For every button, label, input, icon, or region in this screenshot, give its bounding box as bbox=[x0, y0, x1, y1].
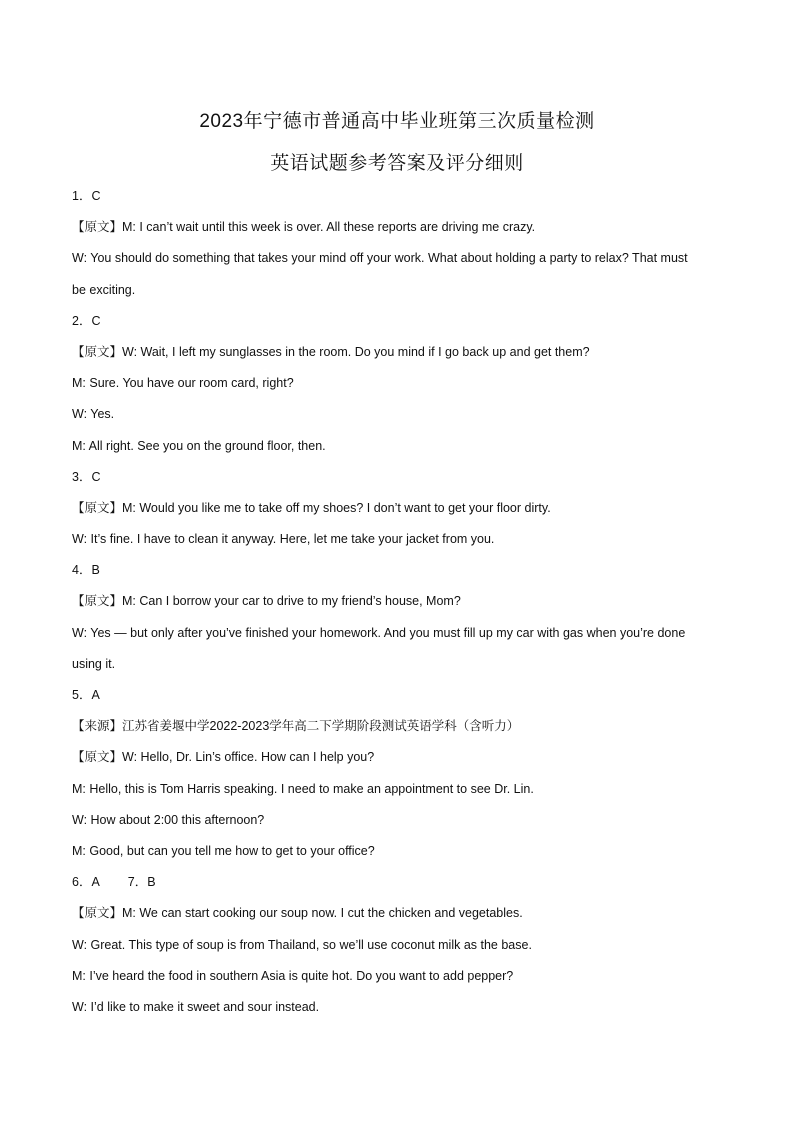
answer-content bbox=[72, 183, 722, 1025]
document-subtitle: 英语试题参考答案及评分细则 bbox=[270, 153, 524, 174]
transcript-line: W: I’d like to make it sweet and sour instead. bbox=[72, 999, 320, 1014]
transcript-line: W: Great. This type of soup is from Thailand, so we’ll use coconut milk as the base. bbox=[72, 937, 532, 952]
answer-5: 5．A bbox=[72, 688, 100, 702]
transcript-line: 【原文】M: I can’t wait until this week is over. All these reports are driving me crazy. bbox=[72, 220, 536, 235]
answer-1: 1．C bbox=[72, 189, 101, 203]
transcript-line: W: You should do something that takes your mind off your work. What about holding a party to relax? That must bbox=[72, 251, 688, 266]
transcript-line: W: It’s fine. I have to clean it anyway. Here, let me take your jacket from you. bbox=[72, 532, 495, 547]
answer-3: 3．C bbox=[72, 469, 101, 484]
transcript-line: using it. bbox=[72, 656, 116, 671]
transcript-line: W: Yes — but only after you’ve finished your homework. And you must fill up my car with gas when you’re done bbox=[72, 625, 686, 640]
answer-2: 2．C bbox=[72, 313, 101, 328]
transcript-line: 【原文】W: Hello, Dr. Lin’s office. How can I help you? bbox=[72, 750, 375, 765]
transcript-line: W: Yes. bbox=[72, 407, 115, 422]
answer-6: 6．A bbox=[72, 875, 100, 890]
transcript-line: M: Sure. You have our room card, right? bbox=[72, 376, 294, 391]
transcript-line: 【原文】M: We can start cooking our soup now. I cut the chicken and vegetables. bbox=[72, 906, 523, 921]
transcript-line: M: Hello, this is Tom Harris speaking. I need to make an appointment to see Dr. Lin. bbox=[72, 781, 534, 796]
transcript-line: 【原文】M: Would you like me to take off my shoes? I don’t want to get your floor dirty. bbox=[72, 500, 551, 515]
document-title: 2023年宁德市普通高中毕业班第三次质量检测 bbox=[199, 111, 595, 132]
transcript-line: M: Good, but can you tell me how to get to your office? bbox=[72, 843, 375, 858]
answer-7: 7．B bbox=[127, 875, 156, 890]
transcript-line: M: I’ve heard the food in southern Asia is quite hot. Do you want to add pepper? bbox=[72, 968, 514, 983]
source-line: 【来源】江苏省姜堰中学2022-2023学年高二下学期阶段测试英语学科（含听力） bbox=[72, 719, 520, 734]
answer-6-7 bbox=[72, 869, 722, 900]
transcript-line: be exciting. bbox=[72, 282, 136, 297]
transcript-line: 【原文】W: Wait, I left my sunglasses in the room. Do you mind if I go back up and get them? bbox=[72, 344, 590, 359]
transcript-line: 【原文】M: Can I borrow your car to drive to my friend’s house, Mom? bbox=[72, 594, 461, 609]
answer-4: 4．B bbox=[72, 563, 100, 578]
transcript-line: W: How about 2:00 this afternoon? bbox=[72, 812, 265, 827]
transcript-line: M: All right. See you on the ground floor, then. bbox=[72, 438, 326, 453]
